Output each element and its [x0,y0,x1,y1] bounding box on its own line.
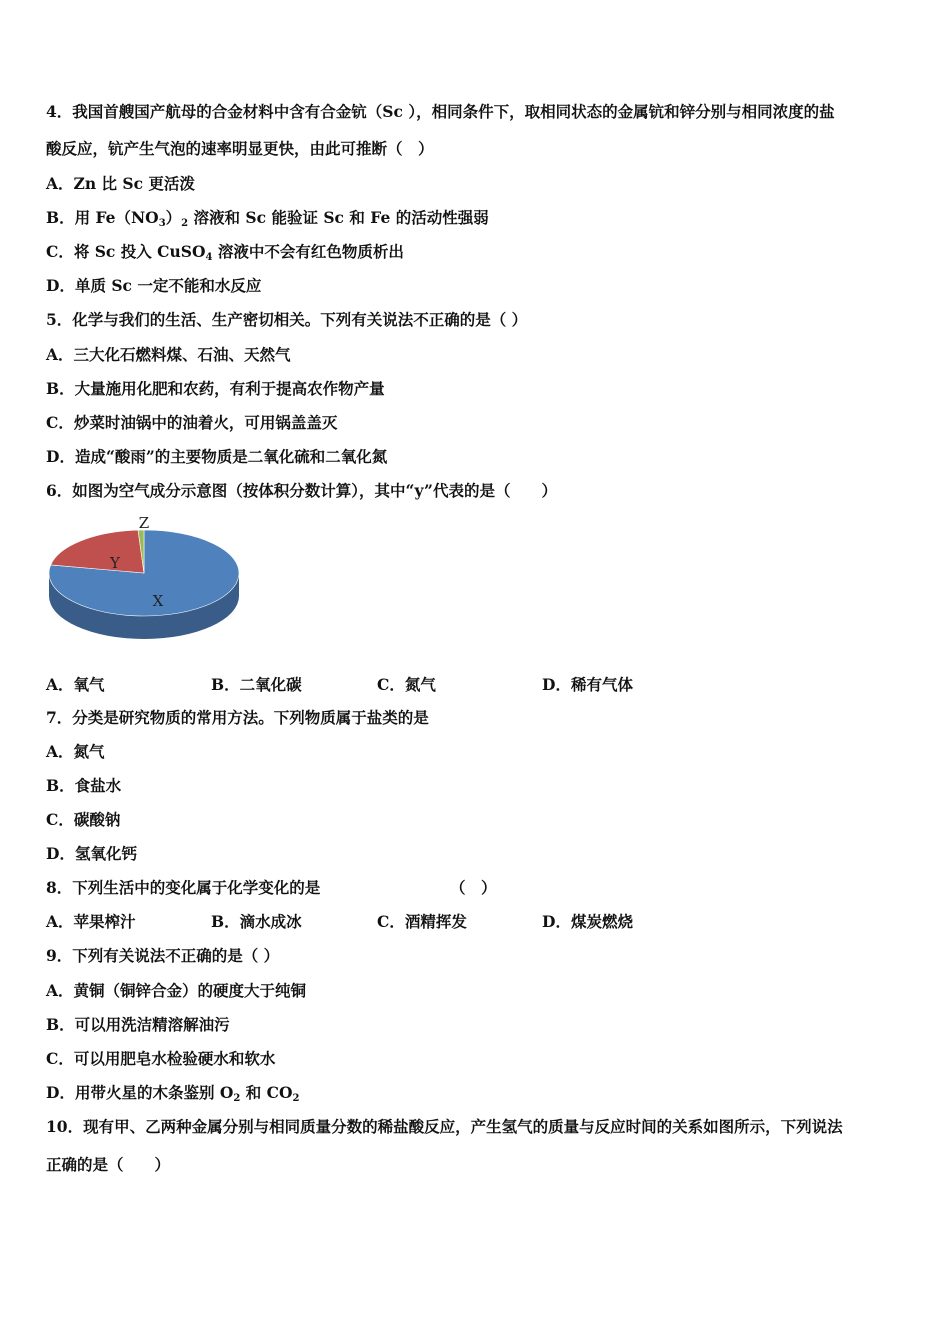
q5-option-b: B．大量施用化肥和农药，有利于提高农作物产量 [46,379,385,398]
pie-label-Y: Y [110,554,120,572]
q4-option-c: C．将 Sc 投入 CuSO$_4$ 溶液中不会有红色物质析出 [46,242,404,263]
q5-option-d: D．造成“酸雨”的主要物质是二氧化硫和二氧化氮 [46,447,388,466]
q9-option-b: B．可以用洗洁精溶解油污 [46,1015,230,1034]
q9-option-a: A．黄铜（铜锌合金）的硬度大于纯铜 [46,981,307,1000]
q4-stem-line2: 酸反应，钪产生气泡的速率明显更快，由此可推断（ ） [46,139,434,158]
q4-option-a: A．Zn 比 Sc 更活泼 [46,174,195,193]
pie-label-Z: Z [138,514,150,532]
q10-stem-line2: 正确的是（ ） [46,1155,171,1174]
q10-stem-line1: 10．现有甲、乙两种金属分别与相同质量分数的稀盐酸反应，产生氢气的质量与反应时间的关系如图所示，下列说法 [46,1117,843,1136]
q7-stem: 7．分类是研究物质的常用方法。下列物质属于盐类的是 [46,708,429,727]
q6-option-c: C．氮气 [377,675,436,694]
q4-stem-line1: 4．我国首艘国产航母的合金材料中含有合金钪（Sc ），相同条件下，取相同状态的金属钪和锌分别与相同浓度的盐 [46,102,835,121]
air-composition-pie-chart [44,513,244,663]
pie-label-X: X [152,592,164,610]
q7-option-a: A．氮气 [46,742,105,761]
q8-option-b: B．滴水成冰 [211,912,302,931]
q9-option-c: C．可以用肥皂水检验硬水和软水 [46,1049,276,1068]
q5-stem: 5．化学与我们的生活、生产密切相关。下列有关说法不正确的是（ ） [46,310,528,329]
q8-option-d: D．煤炭燃烧 [542,912,633,931]
q8-stem: 8．下列生活中的变化属于化学变化的是 [46,878,321,897]
q7-option-d: D．氢氧化钙 [46,844,137,863]
q6-stem: 6．如图为空气成分示意图（按体积分数计算），其中“y”代表的是（ ） [46,481,557,500]
q7-option-c: C．碳酸钠 [46,810,121,829]
q7-option-b: B．食盐水 [46,776,122,795]
q6-option-b: B．二氧化碳 [211,675,302,694]
q8-option-c: C．酒精挥发 [377,912,467,931]
q8-answer-paren: （ ） [450,878,497,897]
q6-option-d: D．稀有气体 [542,675,633,694]
q5-option-c: C．炒菜时油锅中的油着火，可用锅盖盖灭 [46,413,338,432]
q4-option-b: B．用 $Fe(NO_3)_2$ 溶液和 Sc 能验证 Sc 和 Fe 的活动性强弱 [46,208,489,229]
q9-option-d: D．用带火星的木条鉴别 $O_2$ 和 $CO_2$ [46,1083,300,1104]
q9-stem: 9．下列有关说法不正确的是（ ） [46,946,280,965]
q6-option-a: A．氧气 [46,675,105,694]
q5-option-a: A．三大化石燃料煤、石油、天然气 [46,345,291,364]
q4-option-d: D．单质 Sc 一定不能和水反应 [46,276,262,295]
q8-option-a: A．苹果榨汁 [46,912,136,931]
